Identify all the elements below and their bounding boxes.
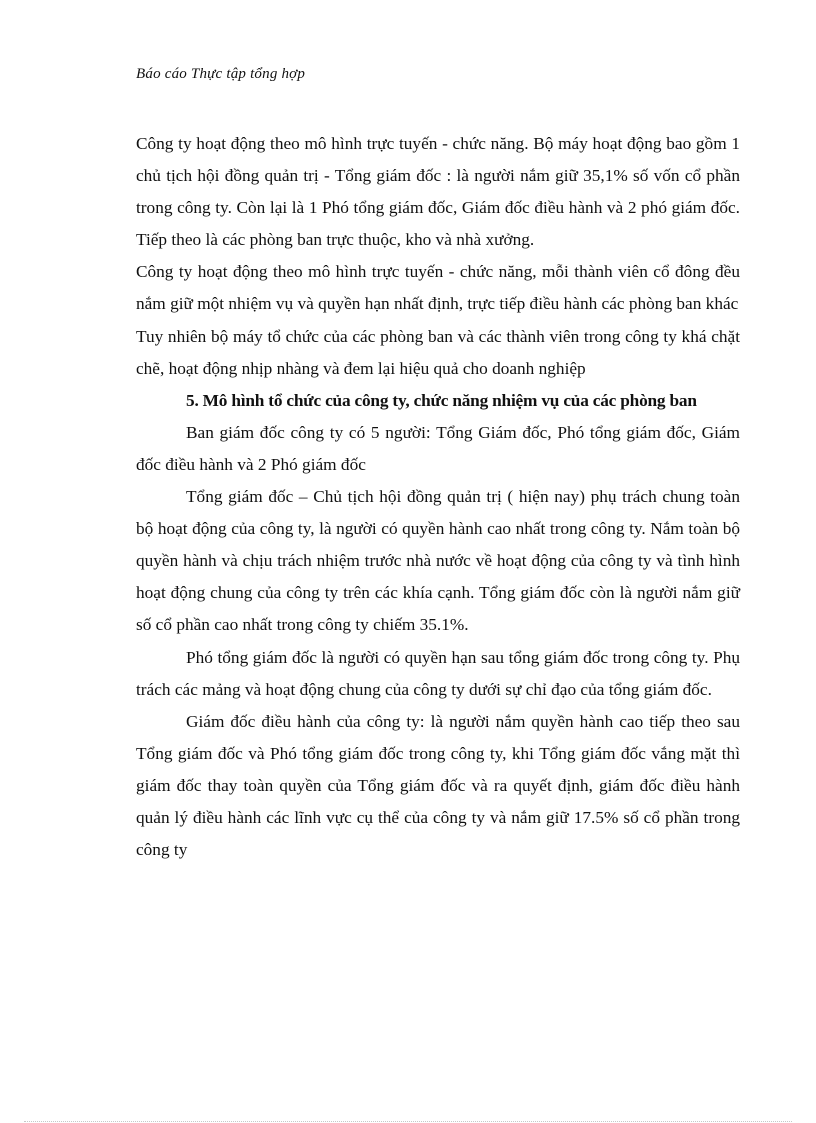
paragraph-1: Công ty hoạt động theo mô hình trực tuyến - chức năng. Bộ máy hoạt động bao gồm 1 chủ tịch hội đồng quản trị - Tổng giám đốc : là người nắm giữ 35,1% số vốn cổ phần trong công ty. Còn lại là 1 Phó tổng giám đốc, Giám đốc điều hành và 2 phó giám đốc. Tiếp theo là các phòng ban trực thuộc, kho và nhà xưởng. — [136, 134, 740, 250]
paragraph-7: Giám đốc điều hành của công ty: là người nắm quyền hành cao tiếp theo sau Tổng giám đốc và Phó tổng giám đốc trong công ty, khi Tổng giám đốc vắng mặt thì giám đốc thay toàn quyền của Tổng giám đốc và ra quyết định, giám đốc điều hành quản lý điều hành các lĩnh vực cụ thể của công ty và nắm giữ 17.5% số cổ phần trong công ty — [136, 711, 740, 860]
paragraph-5: Tổng giám đốc – Chủ tịch hội đồng quản trị ( hiện nay) phụ trách chung toàn bộ hoạt động của công ty, là người có quyền hành cao nhất trong công ty. Nắm toàn bộ quyền hành và chịu trách nhiệm trước nhà nước về hoạt động của công ty và tình hình hoạt động chung của công ty trên các khía cạnh. Tổng giám đốc còn là người nắm giữ số cổ phần cao nhất trong công ty chiếm 35.1%. — [136, 487, 740, 635]
document-body — [136, 128, 740, 866]
page-bottom-divider — [24, 1121, 792, 1122]
paragraph-4: Ban giám đốc công ty có 5 người: Tổng Giám đốc, Phó tổng giám đốc, Giám đốc điều hành và 2 Phó giám đốc — [136, 422, 740, 474]
paragraph-3: Tuy nhiên bộ máy tổ chức của các phòng ban và các thành viên trong công ty khá chặt chẽ, hoạt động nhịp nhàng và đem lại hiệu quả cho doanh nghiệp — [136, 326, 740, 378]
paragraph-2: Công ty hoạt động theo mô hình trực tuyến - chức năng, mỗi thành viên cổ đông đều nắm giữ một nhiệm vụ và quyền hạn nhất định, trực tiếp điều hành các phòng ban khác — [136, 262, 740, 314]
section-heading: 5. Mô hình tổ chức của công ty, chức năng nhiệm vụ của các phòng ban — [186, 390, 697, 410]
running-header: Báo cáo Thực tập tổng hợp — [136, 66, 306, 82]
paragraph-6: Phó tổng giám đốc là người có quyền hạn sau tổng giám đốc trong công ty. Phụ trách các mảng và hoạt động chung của công ty dưới sự chỉ đạo của tổng giám đốc. — [136, 647, 740, 699]
